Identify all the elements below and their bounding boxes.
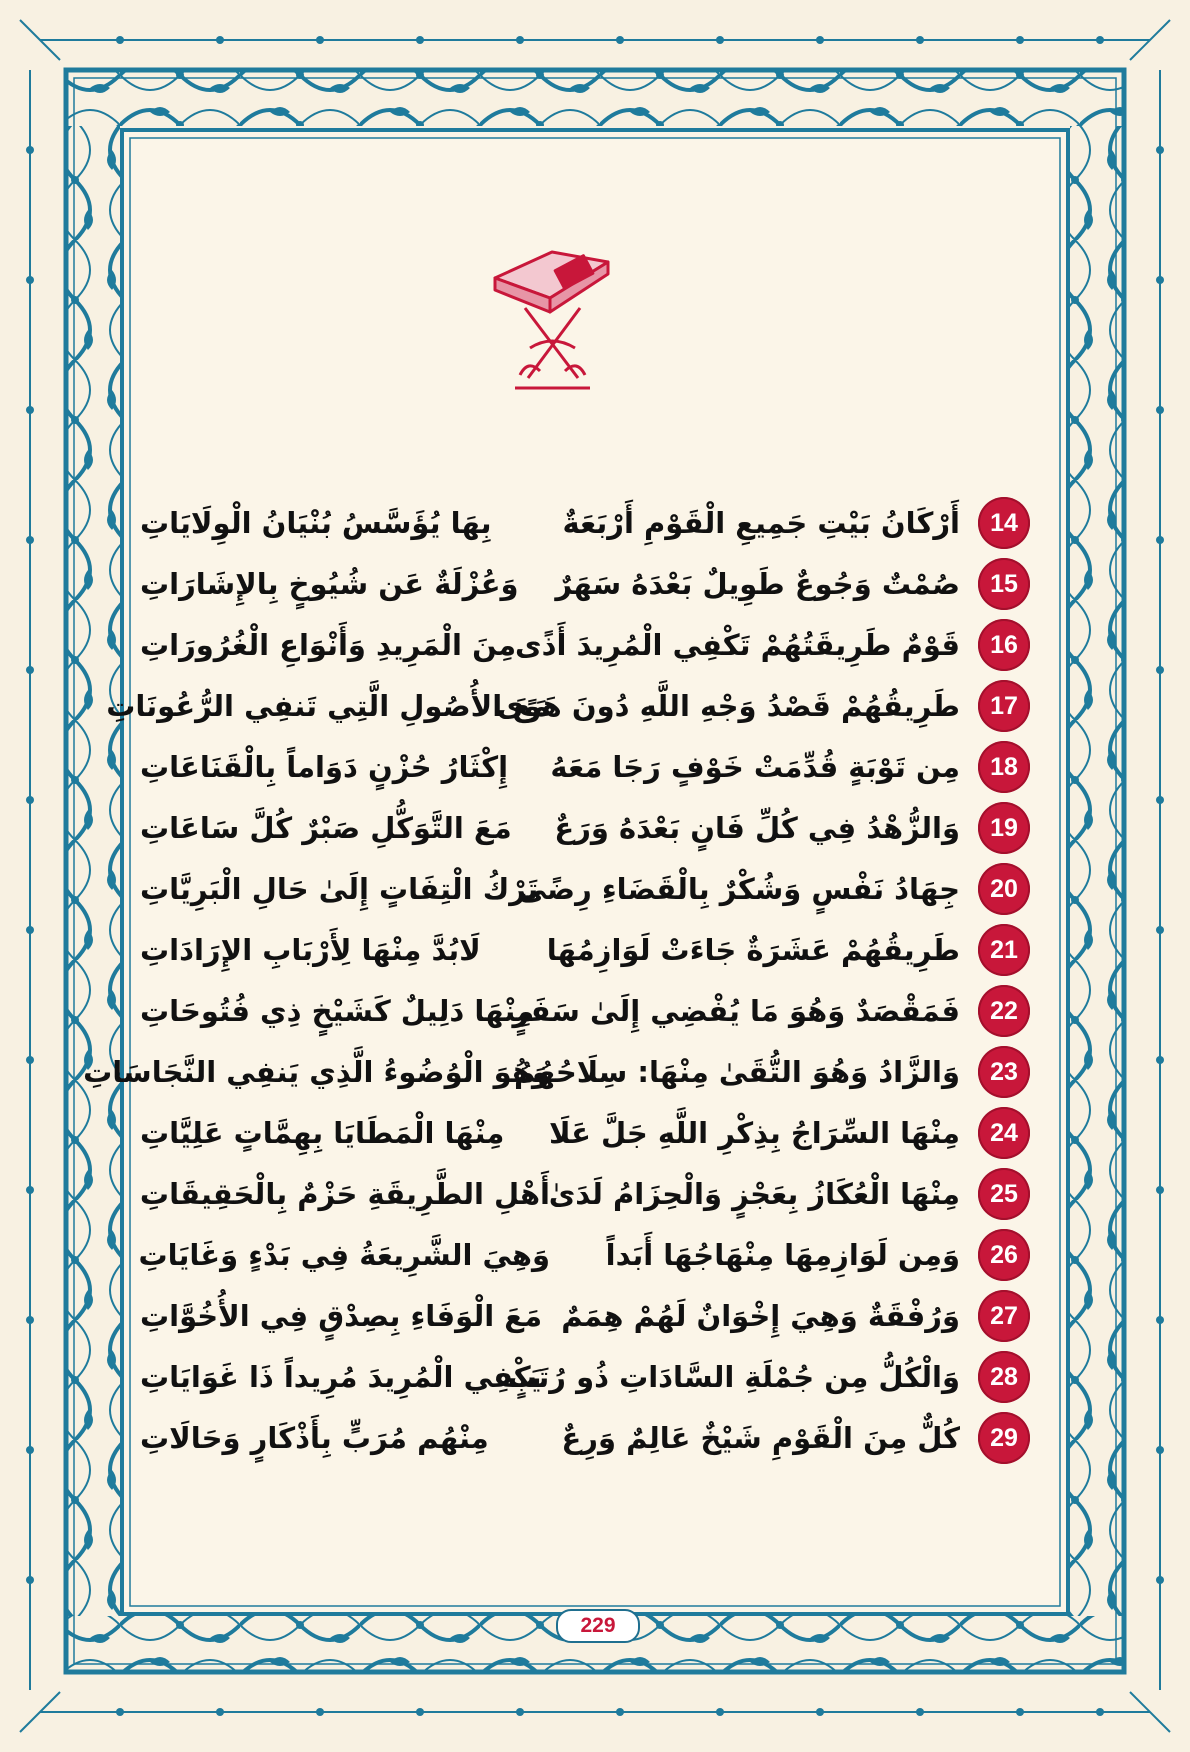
verse-row — [140, 922, 1030, 982]
verse-first-hemistich: أَرْكَانُ بَيْتِ جَمِيعِ الْقَوْمِ أَرْبَعَةٌ — [562, 506, 960, 540]
verse-row — [140, 739, 1030, 799]
verse-number-badge: 22 — [978, 985, 1030, 1037]
verse-second-hemistich: وَهُوَ الْوُضُوءُ الَّذِي يَنفِي النَّجَاسَاتِ — [83, 1055, 550, 1089]
verse-number-badge: 28 — [978, 1351, 1030, 1403]
verse-first-hemistich: كُلٌّ مِنَ الْقَوْمِ شَيْخٌ عَالِمٌ وَرِعٌ — [561, 1421, 960, 1455]
verse-second-hemistich: مِنْهَا دَلِيلٌ كَشَيْخٍ ذِي فُتُوحَاتِ — [140, 994, 535, 1028]
verse-first-hemistich: مِنْهَا السِّرَاجُ بِذِكْرِ اللَّهِ جَلَّ عَلَا — [549, 1116, 960, 1150]
verse-second-hemistich: مَعَ الأُصُولِ الَّتِي تَنفِي الرُّعُونَاتِ — [106, 689, 550, 723]
verse-second-hemistich: إِكْثَارُ حُزْنٍ دَوَاماً بِالْقَنَاعَاتِ — [140, 750, 509, 784]
page-number: 229 — [556, 1609, 640, 1643]
verse-row — [140, 1166, 1030, 1226]
verse-first-hemistich: قَوْمٌ طَرِيقَتُهُمْ تَكْفِي الْمُرِيدَ أَذًى — [515, 628, 960, 662]
verse-row — [106, 678, 1030, 738]
verse-number-badge: 23 — [978, 1046, 1030, 1098]
verse-first-hemistich: وَمِن لَوَازِمِهَا مِنْهَاجُهَا أَبَداً — [605, 1238, 960, 1272]
verse-second-hemistich: أَهْلِ الطَّرِيقَةِ حَزْمٌ بِالْحَقِيقَاتِ — [139, 1177, 550, 1211]
verse-row — [140, 983, 1030, 1043]
verse-first-hemistich: طَرِيقُهُمْ قَصْدُ وَجْهِ اللَّهِ دُونَ هَوًى — [496, 689, 960, 723]
verse-number-badge: 26 — [978, 1229, 1030, 1281]
verse-number-badge: 24 — [978, 1107, 1030, 1159]
verse-row — [140, 1105, 1030, 1165]
verse-row — [140, 556, 1030, 616]
verse-number-badge: 27 — [978, 1290, 1030, 1342]
verse-first-hemistich: صُمْتٌ وَجُوعٌ طَوِيلٌ بَعْدَهُ سَهَرٌ — [555, 567, 960, 601]
verse-second-hemistich: مَعَ التَّوَكُّلِ صَبْرٌ كُلَّ سَاعَاتِ — [140, 811, 512, 845]
verse-first-hemistich: طَرِيقُهُمْ عَشَرَةٌ جَاءَتْ لَوَازِمُهَا — [546, 933, 960, 967]
verse-row — [140, 495, 1030, 555]
verse-number-badge: 17 — [978, 680, 1030, 732]
verse-number-badge: 29 — [978, 1412, 1030, 1464]
verse-first-hemistich: مِنْهَا الْعُكَازُ بِعَجْزٍ وَالْحِزَامُ لَدَىٰ — [548, 1177, 960, 1211]
verse-second-hemistich: لَابُدَّ مِنْهَا لِأَرْبَابِ الإِرَادَاتِ — [140, 933, 481, 967]
quran-stand-icon — [490, 250, 615, 400]
verse-number-badge: 16 — [978, 619, 1030, 671]
verse-second-hemistich: بِهَا يُؤَسَّسُ بُنْيَانُ الْوِلَايَاتِ — [140, 506, 492, 540]
verse-second-hemistich: وَهِيَ الشَّرِيعَةُ فِي بَدْءٍ وَغَايَاتِ — [138, 1238, 550, 1272]
verse-number-badge: 18 — [978, 741, 1030, 793]
verse-number-badge: 19 — [978, 802, 1030, 854]
verse-row — [140, 1410, 1030, 1470]
verse-first-hemistich: وَالْكُلُّ مِن جُمْلَةِ السَّادَاتِ ذُو رُتَبٍ — [507, 1360, 960, 1394]
verse-number-badge: 15 — [978, 558, 1030, 610]
verse-number-badge: 21 — [978, 924, 1030, 976]
verse-row — [140, 1227, 1030, 1287]
verse-row — [140, 1349, 1030, 1409]
verse-second-hemistich: تَرْكُ الْتِفَاتٍ إِلَىٰ حَالِ الْبَرِيَّاتِ — [140, 872, 539, 906]
verse-row — [140, 800, 1030, 860]
verse-row — [140, 861, 1030, 921]
verse-row — [83, 1044, 1030, 1104]
verse-second-hemistich: يَكْفِي الْمُرِيدَ مُرِيداً ذَا غَوَايَاتِ — [140, 1360, 542, 1394]
verse-second-hemistich: مِنَ الْمَرِيدِ وَأَنْوَاعِ الْغُرُورَاتِ — [140, 628, 517, 662]
verse-number-badge: 20 — [978, 863, 1030, 915]
verse-number-badge: 25 — [978, 1168, 1030, 1220]
verse-second-hemistich: وَعُزْلَةٌ عَن شُيُوخٍ بِالإِشَارَاتِ — [140, 567, 519, 601]
verse-row — [140, 617, 1030, 677]
verse-second-hemistich: مَعَ الْوَفَاءِ بِصِدْقٍ فِي الأُخُوَّاتِ — [140, 1299, 543, 1333]
verse-first-hemistich: وَالزُّهْدُ فِي كُلِّ فَانٍ بَعْدَهُ وَرَعٌ — [554, 811, 960, 845]
verse-second-hemistich: مِنْهَا الْمَطَايَا بِهِمَّاتٍ عَلِيَّاتِ — [140, 1116, 505, 1150]
verse-second-hemistich: مِنْهُم مُرَبٍّ بِأَذْكَارٍ وَحَالَاتِ — [140, 1421, 489, 1455]
verse-row — [140, 1288, 1030, 1348]
verse-first-hemistich: وَرُفْقَةٌ وَهِيَ إِخْوَانٌ لَهُمْ هِمَمٌ — [561, 1299, 960, 1333]
verse-first-hemistich: مِن تَوْبَةٍ قُدِّمَتْ خَوْفٍ رَجَا مَعَهُ — [550, 750, 960, 784]
verse-first-hemistich: وَالزَّادُ وَهُوَ التُّقَىٰ مِنْهَا: سِلَاحُهُمُ — [513, 1055, 960, 1089]
verse-first-hemistich: جِهَادُ نَفْسٍ وَشُكْرٌ بِالْقَضَاءِ رِضًى — [517, 872, 960, 906]
verse-first-hemistich: فَمَقْصَدٌ وَهُوَ مَا يُفْضِي إِلَىٰ سَفَرٍ — [512, 994, 960, 1028]
verse-number-badge: 14 — [978, 497, 1030, 549]
